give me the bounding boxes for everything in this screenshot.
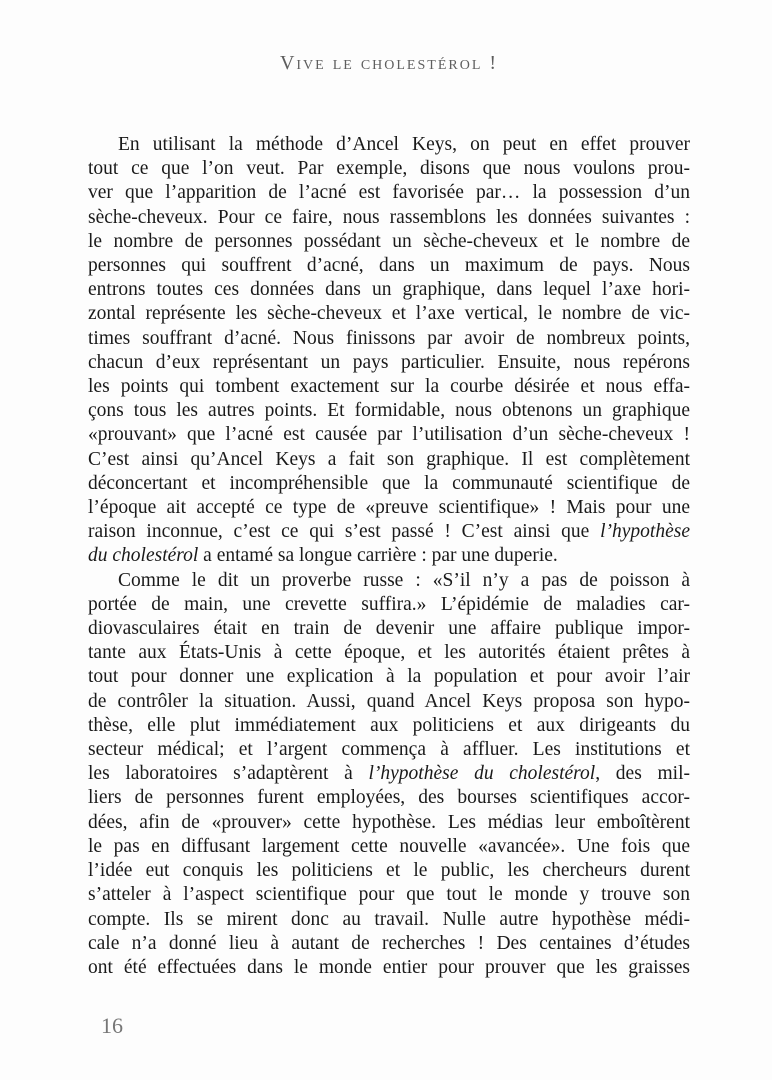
text-line [88,665,690,689]
text-line [88,932,690,956]
plain-text: personnes qui souffrent d’acné, dans un maximum de pays. Nous [88,255,690,277]
text-line [88,327,690,351]
plain-text: le nombre de personnes possédant un sèche-cheveux et le nombre de [88,230,690,252]
text-line [88,569,690,593]
text-line [88,206,690,230]
plain-text: secteur médical; et l’argent commença à affluer. Les institutions et [88,739,690,761]
text-line [88,859,690,883]
text-line [88,908,690,932]
plain-text: entrons toutes ces données dans un graphique, dans lequel l’axe hori- [88,279,690,301]
plain-text: tout pour donner une explication à la population et pour avoir l’air [88,666,690,688]
plain-text: En utilisant la méthode d’Ancel Keys, on peut en effet prouver [118,134,690,155]
text-line [88,714,690,738]
plain-text: l’époque ait accepté ce type de «preuve scientifique» ! Mais pour une [88,497,690,519]
text-line [88,351,690,375]
plain-text: de contrôler la situation. Aussi, quand Ancel Keys proposa son hypo- [88,690,690,712]
plain-text: diovasculaires était en train de devenir une affaire publique impor- [88,618,690,640]
paragraph [88,569,690,980]
paragraph [88,133,690,569]
text-line [88,423,690,447]
running-header: Vive le cholestérol ! [279,52,499,74]
plain-text: ver que l’apparition de l’acné est favorisée par… la possession d’un [88,182,690,204]
text-line [88,593,690,617]
plain-text: dées, afin de «prouver» cette hypothèse. Les médias leur emboîtèrent [88,811,690,833]
text-line [88,496,690,520]
text-line [88,835,690,859]
text-line [88,375,690,399]
plain-text: s’atteler à l’aspect scientifique pour que tout le monde y trouve son [88,884,690,906]
text-line [88,472,690,496]
plain-text: ont été effectuées dans le monde entier pour prouver que les graisses [88,956,690,978]
plain-text: les points qui tombent exactement sur la courbe désirée et nous effa- [88,376,690,398]
plain-text: times souffrant d’acné. Nous finissons par avoir de nombreux points, [88,327,690,349]
plain-text: çons tous les autres points. Et formidable, nous obtenons un graphique [88,400,690,422]
plain-text: Comme le dit un proverbe russe : «S’il n’y a pas de poisson à [118,569,690,591]
text-line [88,690,690,714]
plain-text: les laboratoires s’adaptèrent à [88,763,369,785]
plain-text: cale n’a donné lieu à autant de recherches ! Des centaines d’études [88,932,690,954]
plain-text: zontal représente les sèche-cheveux et l’axe vertical, le nombre de vic- [88,303,690,325]
plain-text: a entamé sa longue carrière : par une duperie. [198,545,558,567]
plain-text: raison inconnue, c’est ce qui s’est passé ! C’est ainsi que [88,521,601,543]
text-line [88,157,690,181]
text-line [88,399,690,423]
text-line [88,448,690,472]
text-line [88,738,690,762]
text-line [88,254,690,278]
plain-text: portée de main, une crevette suffira.» L’épidémie de maladies car- [88,593,690,615]
text-line [88,230,690,254]
text-line [88,520,690,544]
plain-text: thèse, elle plut immédiatement aux politiciens et aux dirigeants du [88,714,690,736]
text-line [88,811,690,835]
italic-text: du cholestérol [88,545,199,567]
plain-text: , des mil- [595,763,690,785]
text-block [88,133,690,980]
plain-text: compte. Ils se mirent donc au travail. Nulle autre hypothèse médi- [88,908,690,930]
text-line [88,278,690,302]
italic-text: l’hypothèse [600,521,690,543]
plain-text: tout ce que l’on veut. Par exemple, disons que nous voulons prou- [88,158,690,180]
plain-text: déconcertant et incompréhensible que la communauté scientifique de [88,472,690,494]
italic-text: l’hypothèse du cholestérol [368,763,596,785]
text-line [88,786,690,810]
page-number: 16 [101,1013,123,1038]
plain-text: l’idée eut conquis les politiciens et le public, les chercheurs durent [88,860,690,882]
text-line [88,544,690,568]
text-line [88,302,690,326]
plain-text: «prouvant» que l’acné est causée par l’utilisation d’un sèche-cheveux ! [88,424,690,446]
plain-text: le pas en diffusant largement cette nouvelle «avancée». Une fois que [88,835,690,857]
plain-text: sèche-cheveux. Pour ce faire, nous rassemblons les données suivantes : [88,206,690,228]
text-line [88,181,690,205]
plain-text: chacun d’eux représentant un pays particulier. Ensuite, nous repérons [88,351,690,373]
text-line [88,883,690,907]
plain-text: C’est ainsi qu’Ancel Keys a fait son graphique. Il est complètement [88,448,690,470]
plain-text: tante aux États-Unis à cette époque, et les autorités étaient prêtes à [88,642,690,664]
plain-text: liers de personnes furent employées, des bourses scientifiques accor- [88,787,690,809]
text-line [88,617,690,641]
text-line [88,641,690,665]
text-line [88,762,690,786]
text-line [88,133,690,157]
text-line [88,956,690,980]
